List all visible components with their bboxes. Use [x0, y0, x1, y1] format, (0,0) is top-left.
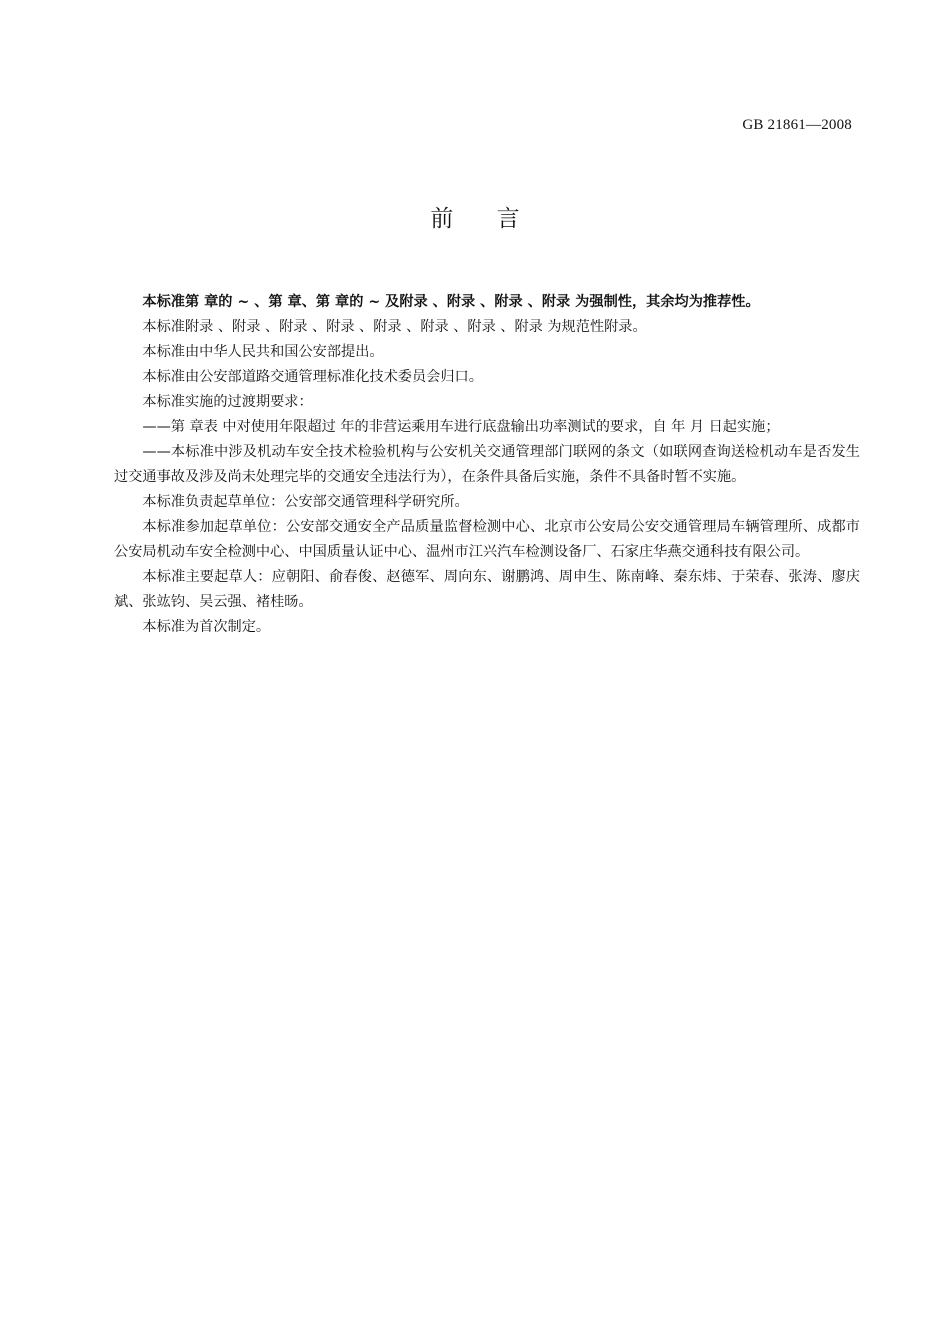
paragraph-transition-item-2: ——本标准中涉及机动车安全技术检验机构与公安机关交通管理部门联网的条文（如联网查询送检机动车是否发生过交通事故及涉及尚未处理完毕的交通安全违法行为），在条件具备后实施，条件不具备时暂不实施。 [114, 444, 860, 485]
title-char-1: 前 [430, 206, 454, 232]
page-title [0, 200, 950, 233]
title-char-2: 言 [496, 206, 520, 232]
paragraph-normative-annexes: 本标准附录 、附录 、附录 、附录 、附录 、附录 、附录 、附录 为规范性附录。 [142, 319, 647, 335]
paragraph-proposed-by: 本标准由中华人民共和国公安部提出。 [142, 344, 384, 360]
paragraph-participating-drafters: 本标准参加起草单位：公安部交通安全产品质量监督检测中心、北京市公安局公安交通管理局车辆管理所、成都市公安局机动车安全检测中心、中国质量认证中心、温州市江兴汽车检测设备厂、石家庄华燕交通科技有限公司。 [114, 519, 860, 560]
paragraph-mandatory-scope: 本标准第 章的 ~ 、第 章、第 章的 ~ 及附录 、附录 、附录 、附录 为强制性，其余均为推荐性。 [142, 294, 760, 310]
paragraph-transition-item-1: ——第 章表 中对使用年限超过 年的非营运乘用车进行底盘输出功率测试的要求，自 年 月 日起实施； [142, 419, 780, 435]
paragraph-responsible-drafter: 本标准负责起草单位：公安部交通管理科学研究所。 [142, 494, 469, 510]
standard-number: GB 21861—2008 [742, 117, 852, 133]
paragraph-transition-requirements: 本标准实施的过渡期要求： [142, 394, 313, 410]
foreword-body [114, 290, 860, 640]
paragraph-centralized-by: 本标准由公安部道路交通管理标准化技术委员会归口。 [142, 369, 483, 385]
paragraph-first-edition: 本标准为首次制定。 [142, 619, 271, 635]
paragraph-main-drafters: 本标准主要起草人：应朝阳、俞春俊、赵德军、周向东、谢鹏鸿、周申生、陈南峰、秦东炜、于荣春、张涛、廖庆斌、张竑钧、吴云强、褚桂旸。 [114, 569, 860, 610]
